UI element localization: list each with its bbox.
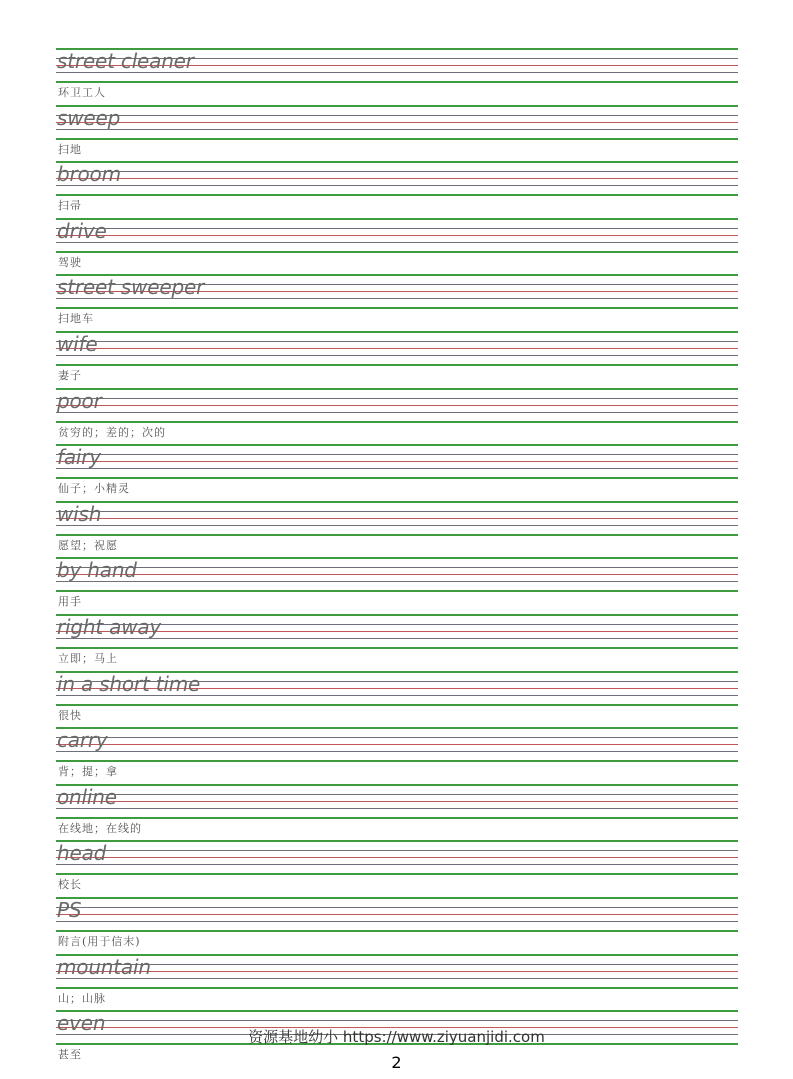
writing-guide-line xyxy=(56,235,738,236)
chinese-meaning: 背；提；拿 xyxy=(58,765,118,778)
chinese-meaning: 用手 xyxy=(58,595,82,608)
chinese-meaning: 在线地；在线的 xyxy=(58,822,142,835)
writing-guide-line xyxy=(56,228,738,229)
vocab-entry xyxy=(0,331,793,388)
vocab-entry xyxy=(0,614,793,671)
writing-guide-line xyxy=(56,954,738,956)
writing-guide-line xyxy=(56,178,738,179)
writing-guide-line xyxy=(56,477,738,479)
writing-guide-line xyxy=(56,987,738,989)
chinese-meaning: 立即；马上 xyxy=(58,652,118,665)
writing-guide-line xyxy=(56,461,738,462)
vocab-entry xyxy=(0,161,793,218)
writing-guide-line xyxy=(56,122,738,123)
writing-guide-line xyxy=(56,138,738,140)
chinese-meaning: 环卫工人 xyxy=(58,86,106,99)
english-word: in a short time xyxy=(57,672,201,696)
chinese-meaning: 扫地车 xyxy=(58,312,94,325)
vocab-entry xyxy=(0,105,793,162)
writing-guide-line xyxy=(56,840,738,842)
english-word: online xyxy=(57,785,117,809)
writing-guide-line xyxy=(56,81,738,83)
writing-guide-line xyxy=(56,873,738,875)
writing-guide-line xyxy=(56,331,738,333)
english-word: wish xyxy=(57,502,102,526)
vocab-entry xyxy=(0,954,793,1011)
writing-guide-line xyxy=(56,590,738,592)
writing-guide-line xyxy=(56,412,738,413)
writing-guide-line xyxy=(56,454,738,455)
writing-guide-line xyxy=(56,581,738,582)
writing-guide-line xyxy=(56,1010,738,1012)
vocab-entry xyxy=(0,840,793,897)
chinese-meaning: 扫帚 xyxy=(58,199,82,212)
writing-guide-line xyxy=(56,468,738,469)
english-word: drive xyxy=(57,219,107,243)
vocab-entry xyxy=(0,218,793,275)
english-word: street cleaner xyxy=(57,49,194,73)
writing-guide-line xyxy=(56,760,738,762)
english-word: mountain xyxy=(57,955,151,979)
vocab-entry xyxy=(0,557,793,614)
english-word: fairy xyxy=(57,445,101,469)
vocab-entry xyxy=(0,784,793,841)
writing-guide-line xyxy=(56,355,738,356)
writing-guide-line xyxy=(56,744,738,745)
writing-guide-line xyxy=(56,218,738,220)
writing-guide-line xyxy=(56,794,738,795)
writing-guide-line xyxy=(56,194,738,196)
chinese-meaning: 山；山脉 xyxy=(58,992,106,1005)
writing-guide-line xyxy=(56,971,738,972)
english-word: broom xyxy=(57,162,121,186)
english-word: street sweeper xyxy=(57,275,205,299)
chinese-meaning: 扫地 xyxy=(58,143,82,156)
writing-guide-line xyxy=(56,1020,738,1021)
vocab-entry xyxy=(0,501,793,558)
writing-guide-line xyxy=(56,341,738,342)
writing-guide-line xyxy=(56,185,738,186)
vocab-entry xyxy=(0,48,793,105)
vocab-entry xyxy=(0,727,793,784)
writing-guide-line xyxy=(56,817,738,819)
writing-guide-line xyxy=(56,161,738,163)
writing-guide-line xyxy=(56,115,738,116)
writing-guide-line xyxy=(56,518,738,519)
english-word: even xyxy=(57,1011,106,1035)
writing-guide-line xyxy=(56,930,738,932)
english-word: PS xyxy=(57,898,82,922)
writing-guide-line xyxy=(56,307,738,309)
writing-guide-line xyxy=(56,105,738,107)
writing-guide-line xyxy=(56,978,738,979)
writing-guide-line xyxy=(56,864,738,865)
writing-guide-line xyxy=(56,251,738,253)
writing-guide-line xyxy=(56,907,738,908)
writing-guide-line xyxy=(56,534,738,536)
chinese-meaning: 贫穷的；差的；次的 xyxy=(58,426,166,439)
writing-guide-line xyxy=(56,964,738,965)
writing-guide-line xyxy=(56,727,738,729)
chinese-meaning: 很快 xyxy=(58,709,82,722)
writing-guide-line xyxy=(56,850,738,851)
writing-guide-line xyxy=(56,897,738,899)
chinese-meaning: 甚至 xyxy=(58,1048,82,1061)
writing-guide-line xyxy=(56,511,738,512)
footer-source: 资源基地幼小 https://www.ziyuanjidi.com xyxy=(248,1028,545,1046)
chinese-meaning: 校长 xyxy=(58,878,82,891)
writing-guide-line xyxy=(56,801,738,802)
english-word: head xyxy=(57,841,107,865)
writing-guide-line xyxy=(56,242,738,243)
writing-guide-line xyxy=(56,808,738,809)
english-word: poor xyxy=(57,389,102,413)
chinese-meaning: 愿望；祝愿 xyxy=(58,539,118,552)
writing-guide-line xyxy=(56,364,738,366)
writing-guide-line xyxy=(56,914,738,915)
writing-guide-line xyxy=(56,784,738,786)
chinese-meaning: 妻子 xyxy=(58,369,82,382)
chinese-meaning: 驾驶 xyxy=(58,256,82,269)
vocab-entry xyxy=(0,274,793,331)
writing-guide-line xyxy=(56,525,738,526)
english-word: wife xyxy=(57,332,98,356)
chinese-meaning: 附言(用于信末) xyxy=(58,935,141,948)
writing-guide-line xyxy=(56,388,738,390)
vocab-entry xyxy=(0,444,793,501)
vocab-entry xyxy=(0,671,793,728)
writing-guide-line xyxy=(56,574,738,575)
vocab-entry xyxy=(0,897,793,954)
writing-guide-line xyxy=(56,501,738,503)
writing-guide-line xyxy=(56,398,738,399)
english-word: carry xyxy=(57,728,108,752)
writing-guide-line xyxy=(56,129,738,130)
english-word: right away xyxy=(57,615,162,639)
vocab-entry xyxy=(0,388,793,445)
writing-guide-line xyxy=(56,557,738,559)
writing-guide-line xyxy=(56,647,738,649)
writing-guide-line xyxy=(56,921,738,922)
writing-guide-line xyxy=(56,704,738,706)
writing-guide-line xyxy=(56,171,738,172)
english-word: sweep xyxy=(57,106,121,130)
page-number: 2 xyxy=(391,1053,402,1072)
writing-guide-line xyxy=(56,348,738,349)
writing-guide-line xyxy=(56,857,738,858)
writing-guide-line xyxy=(56,421,738,423)
english-word: by hand xyxy=(57,558,137,582)
writing-guide-line xyxy=(56,444,738,446)
writing-guide-line xyxy=(56,567,738,568)
writing-guide-line xyxy=(56,737,738,738)
chinese-meaning: 仙子；小精灵 xyxy=(58,482,130,495)
writing-guide-line xyxy=(56,405,738,406)
writing-guide-line xyxy=(56,751,738,752)
